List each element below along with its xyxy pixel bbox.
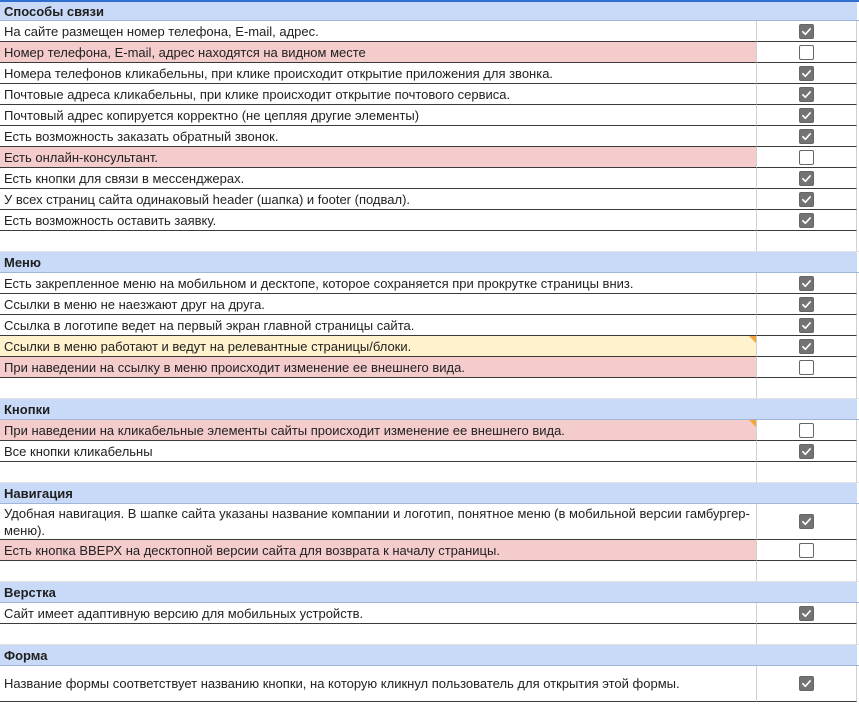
- checkbox-checked[interactable]: [799, 87, 814, 102]
- checklist-item-cell[interactable]: [0, 315, 757, 336]
- checklist-item-text: Есть кнопки для связи в мессенджерах.: [4, 170, 245, 186]
- checkbox-checked[interactable]: [799, 297, 814, 312]
- checklist-item-text: Почтовый адрес копируется корректно (не цепляя другие элементы): [4, 107, 420, 123]
- section-header-empty-cell: [757, 252, 857, 272]
- checklist-item-cell[interactable]: [0, 63, 757, 84]
- checkbox-cell[interactable]: [757, 63, 857, 84]
- checklist-item-text: На сайте размещен номер телефона, E-mail, адрес.: [4, 23, 319, 39]
- empty-row: [0, 624, 859, 645]
- checklist-item-text: Ссылки в меню не наезжают друг на друга.: [4, 296, 265, 312]
- checklist-item-text: Есть возможность оставить заявку.: [4, 212, 217, 228]
- checklist-item-text: Все кнопки кликабельны: [4, 443, 153, 459]
- checkbox-cell[interactable]: [757, 666, 857, 702]
- checkbox-cell[interactable]: [757, 357, 857, 378]
- empty-cell: [0, 624, 757, 644]
- checkbox-checked[interactable]: [799, 514, 814, 529]
- checklist-item-cell[interactable]: [0, 357, 757, 378]
- checklist-row: [0, 357, 859, 378]
- empty-cell: [757, 378, 857, 398]
- empty-cell: [0, 378, 757, 398]
- checklist-row: [0, 540, 859, 561]
- section-header: [0, 645, 859, 666]
- comment-indicator-icon[interactable]: [749, 336, 756, 343]
- checkbox-unchecked[interactable]: [799, 150, 814, 165]
- checkbox-checked[interactable]: [799, 108, 814, 123]
- checkbox-cell[interactable]: [757, 273, 857, 294]
- comment-indicator-icon[interactable]: [749, 420, 756, 427]
- empty-cell: [0, 231, 757, 251]
- checklist-item-cell[interactable]: [0, 504, 757, 540]
- checklist-row: [0, 420, 859, 441]
- checklist-item-text: Почтовые адреса кликабельны, при клике происходит открытие почтового сервиса.: [4, 86, 511, 102]
- checkbox-checked[interactable]: [799, 213, 814, 228]
- section-header: [0, 252, 859, 273]
- checklist-item-text: Есть кнопка ВВЕРХ на десктопной версии сайта для возврата к началу страницы.: [4, 542, 500, 558]
- checklist-row: [0, 84, 859, 105]
- checklist-item-text: Удобная навигация. В шапке сайта указаны название компании и логотип, понятное меню (в мобильной версии гамбургер-меню).: [4, 505, 750, 538]
- checkbox-cell[interactable]: [757, 336, 857, 357]
- checkbox-checked[interactable]: [799, 66, 814, 81]
- section-header-empty-cell: [757, 582, 857, 602]
- section-header-empty-cell: [757, 645, 857, 665]
- empty-cell: [0, 462, 757, 482]
- checkbox-checked[interactable]: [799, 444, 814, 459]
- checklist-row: [0, 21, 859, 42]
- empty-cell: [757, 231, 857, 251]
- checkbox-cell[interactable]: [757, 189, 857, 210]
- checklist-row: [0, 105, 859, 126]
- checklist-row: [0, 147, 859, 168]
- checklist-item-text: Номер телефона, E-mail, адрес находятся на видном месте: [4, 44, 366, 60]
- checklist-item-cell[interactable]: [0, 420, 757, 441]
- checkbox-unchecked[interactable]: [799, 543, 814, 558]
- checklist-item-cell[interactable]: [0, 105, 757, 126]
- checkbox-checked[interactable]: [799, 676, 814, 691]
- checkbox-unchecked[interactable]: [799, 423, 814, 438]
- checklist-item-cell[interactable]: [0, 189, 757, 210]
- checkbox-cell[interactable]: [757, 603, 857, 624]
- empty-row: [0, 231, 859, 252]
- checkbox-unchecked[interactable]: [799, 360, 814, 375]
- checklist-item-cell[interactable]: [0, 603, 757, 624]
- checklist-item-cell[interactable]: [0, 441, 757, 462]
- checklist-item-text: При наведении на кликабельные элементы сайты происходит изменение ее внешнего вида.: [4, 422, 565, 438]
- checkbox-unchecked[interactable]: [799, 45, 814, 60]
- checklist-item-text: Номера телефонов кликабельны, при клике происходит открытие приложения для звонка.: [4, 65, 554, 81]
- checklist-row: [0, 273, 859, 294]
- checklist-item-cell[interactable]: [0, 168, 757, 189]
- checklist-item-cell[interactable]: [0, 336, 757, 357]
- checklist-item-text: У всех страниц сайта одинаковый header (шапка) и footer (подвал).: [4, 191, 411, 207]
- section-header-empty-cell: [757, 399, 857, 419]
- checklist-row: [0, 126, 859, 147]
- section-title: Верстка: [0, 582, 757, 602]
- checkbox-checked[interactable]: [799, 192, 814, 207]
- checkbox-cell[interactable]: [757, 126, 857, 147]
- section-title: Форма: [0, 645, 757, 665]
- checklist-row: [0, 63, 859, 84]
- checklist-item-text: Ссылка в логотипе ведет на первый экран главной страницы сайта.: [4, 317, 415, 333]
- checklist-row: [0, 336, 859, 357]
- checkbox-checked[interactable]: [799, 318, 814, 333]
- checklist-row: [0, 603, 859, 624]
- empty-cell: [757, 561, 857, 581]
- empty-row: [0, 378, 859, 399]
- checklist-item-text: Есть закрепленное меню на мобильном и десктопе, которое сохраняется при прокрутке страницы вниз.: [4, 275, 634, 291]
- checklist-item-text: Название формы соответствует названию кнопки, на которую кликнул пользователь для открытия этой формы.: [4, 676, 680, 691]
- checklist-item-cell[interactable]: [0, 294, 757, 315]
- empty-cell: [757, 624, 857, 644]
- section-header: [0, 582, 859, 603]
- checklist-item-cell[interactable]: [0, 147, 757, 168]
- checklist-item-text: Ссылки в меню работают и ведут на релевантные страницы/блоки.: [4, 338, 412, 354]
- checklist-item-text: Сайт имеет адаптивную версию для мобильных устройств.: [4, 605, 364, 621]
- checklist-row: [0, 294, 859, 315]
- checklist-row: [0, 315, 859, 336]
- checkbox-cell[interactable]: [757, 294, 857, 315]
- section-header: [0, 483, 859, 504]
- section-title: Навигация: [0, 483, 757, 503]
- checklist-row: [0, 168, 859, 189]
- checkbox-cell[interactable]: [757, 315, 857, 336]
- checklist-row: [0, 441, 859, 462]
- checklist-item-text: Есть возможность заказать обратный звонок.: [4, 128, 279, 144]
- empty-row: [0, 561, 859, 582]
- checklist-row: [0, 666, 859, 702]
- checkbox-checked[interactable]: [799, 276, 814, 291]
- section-header: [0, 399, 859, 420]
- checklist-row: [0, 189, 859, 210]
- checklist-row: [0, 504, 859, 540]
- checkbox-cell[interactable]: [757, 210, 857, 231]
- checkbox-checked[interactable]: [799, 24, 814, 39]
- checkbox-checked[interactable]: [799, 606, 814, 621]
- checkbox-cell[interactable]: [757, 504, 857, 540]
- checkbox-cell[interactable]: [757, 441, 857, 462]
- checkbox-checked[interactable]: [799, 129, 814, 144]
- checkbox-cell[interactable]: [757, 21, 857, 42]
- empty-cell: [757, 462, 857, 482]
- section-header: [0, 0, 859, 21]
- checklist-item-cell[interactable]: [0, 126, 757, 147]
- checklist-item-text: Есть онлайн-консультант.: [4, 149, 159, 165]
- section-header-empty-cell: [757, 483, 857, 503]
- checklist-item-cell[interactable]: [0, 273, 757, 294]
- empty-cell: [0, 561, 757, 581]
- section-title: Кнопки: [0, 399, 757, 419]
- section-title: Меню: [0, 252, 757, 272]
- section-title: Способы связи: [0, 2, 757, 20]
- checklist-item-text: При наведении на ссылку в меню происходит изменение ее внешнего вида.: [4, 359, 465, 375]
- checklist-item-cell[interactable]: [0, 540, 757, 561]
- checkbox-cell[interactable]: [757, 168, 857, 189]
- checklist-item-cell[interactable]: [0, 21, 757, 42]
- checkbox-cell[interactable]: [757, 105, 857, 126]
- checkbox-cell[interactable]: [757, 42, 857, 63]
- checkbox-cell[interactable]: [757, 147, 857, 168]
- checkbox-cell[interactable]: [757, 84, 857, 105]
- checkbox-checked[interactable]: [799, 171, 814, 186]
- checklist-row: [0, 210, 859, 231]
- checklist-item-cell[interactable]: [0, 666, 757, 702]
- checklist-item-cell[interactable]: [0, 84, 757, 105]
- checklist-item-cell[interactable]: [0, 210, 757, 231]
- checklist-row: [0, 42, 859, 63]
- checkbox-checked[interactable]: [799, 339, 814, 354]
- checkbox-cell[interactable]: [757, 420, 857, 441]
- checkbox-cell[interactable]: [757, 540, 857, 561]
- section-header-empty-cell: [757, 2, 857, 20]
- checklist-item-cell[interactable]: [0, 42, 757, 63]
- empty-row: [0, 462, 859, 483]
